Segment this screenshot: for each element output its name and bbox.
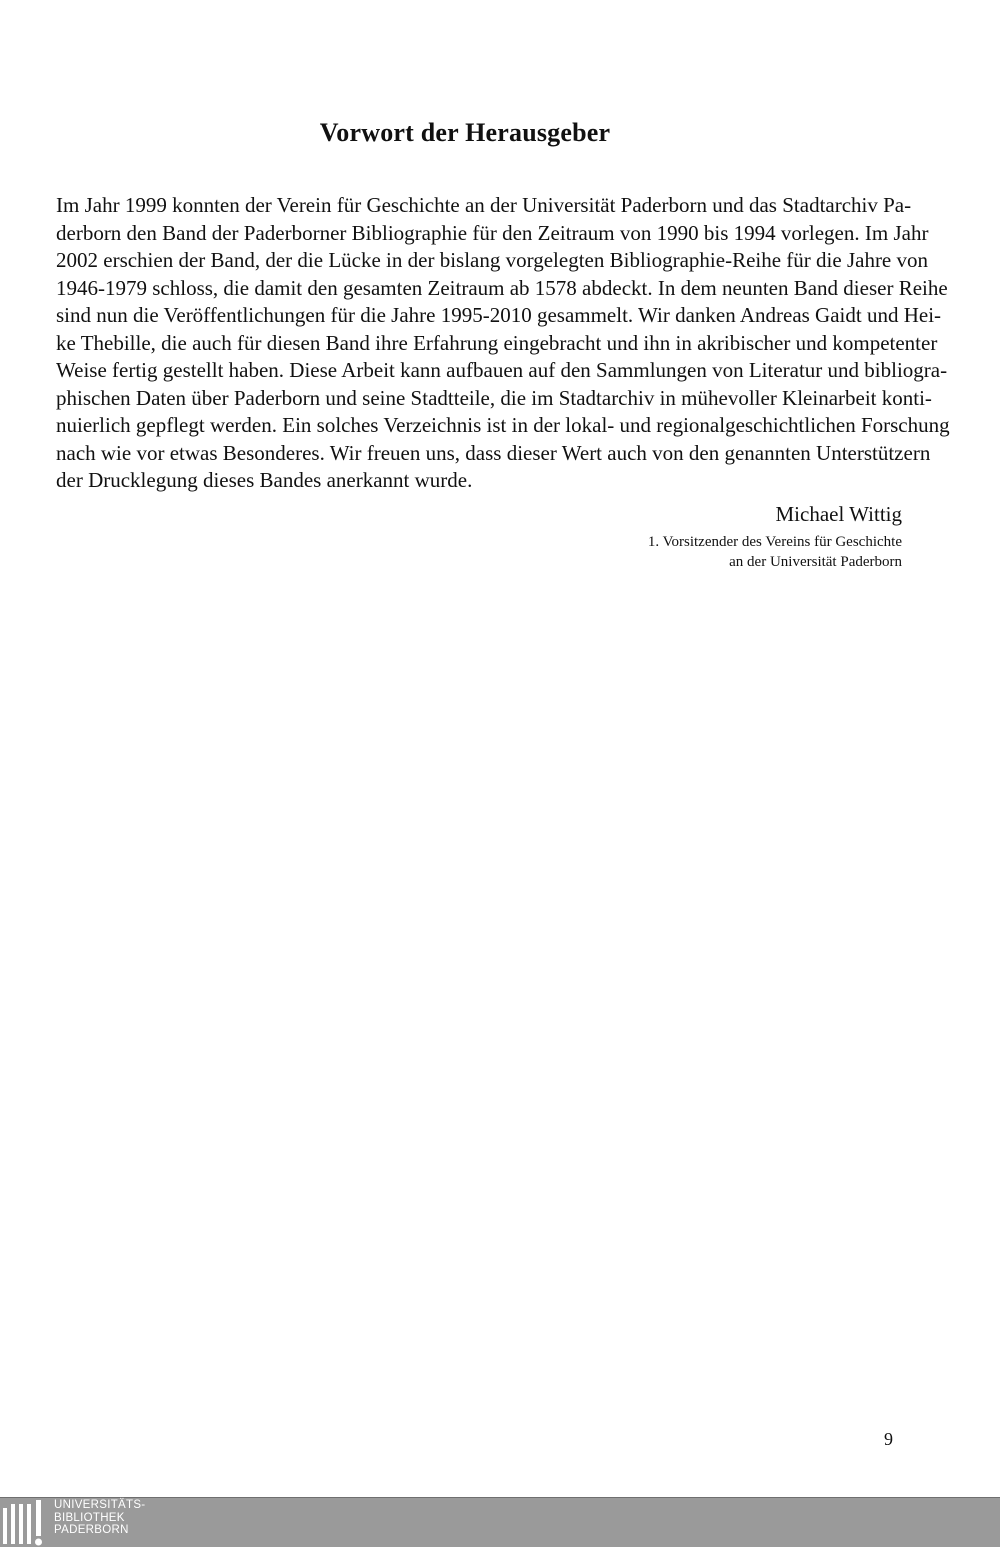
logo-line-bibliothek: BIBLIOTHEK	[54, 1511, 125, 1524]
page-title: Vorwort der Herausgeber	[319, 118, 611, 147]
paragraph-line: ke Thebille, die auch für diesen Band ihre Erfahrung eingebracht und ihn in akribischer und kompetenter	[56, 330, 938, 355]
page-number: 9	[884, 1429, 893, 1449]
preface-paragraph	[56, 192, 950, 495]
paragraph-line: nach wie vor etwas Besonderes. Wir freuen uns, dass dieser Wert auch von den genannten Unterstützern	[56, 440, 931, 465]
library-logo-icon	[0, 1498, 48, 1547]
signatory-name: Michael Wittig	[775, 502, 902, 526]
paragraph-line: 2002 erschien der Band, der die Lücke in der bislang vorgelegten Bibliographie-Reihe für die Jahre von	[56, 248, 929, 272]
signatory-role-line-2: an der Universität Paderborn	[729, 554, 902, 570]
library-logo-text	[54, 1499, 145, 1537]
library-footer-bar	[0, 1497, 1000, 1547]
paragraph-line: der Drucklegung dieses Bandes anerkannt wurde.	[56, 468, 473, 492]
paragraph-line: sind nun die Veröffentlichungen für die Jahre 1995-2010 gesammelt. Wir danken Andreas Gaidt und Hei-	[56, 303, 942, 327]
logo-line-paderborn: PADERBORN	[54, 1524, 129, 1536]
logo-line-universitaets: UNIVERSITÄTS-	[54, 1499, 146, 1511]
paragraph-line: derborn den Band der Paderborner Bibliographie für den Zeitraum von 1990 bis 1994 vorlegen. Im Jahr	[56, 220, 929, 245]
footer-divider	[0, 1497, 1000, 1498]
paragraph-line: nuierlich gepflegt werden. Ein solches Verzeichnis ist in der lokal- und regionalgeschichtlichen Forschung	[56, 413, 950, 437]
signature-block	[648, 500, 902, 572]
paragraph-line: Im Jahr 1999 konnten der Verein für Geschichte an der Universität Paderborn und das Stadtarchiv Pa-	[56, 193, 912, 217]
paragraph-line: 1946-1979 schloss, die damit den gesamten Zeitraum ab 1578 abdeckt. In dem neunten Band dieser Reihe	[56, 275, 948, 300]
paragraph-line: Weise fertig gestellt haben. Diese Arbeit kann aufbauen auf den Sammlungen von Literatur und bibliogra-	[56, 358, 948, 382]
signatory-role-line-1: 1. Vorsitzender des Vereins für Geschichte	[647, 534, 902, 550]
paragraph-line: phischen Daten über Paderborn und seine Stadtteile, die im Stadtarchiv in mühevoller Kleinarbeit konti-	[56, 385, 932, 410]
